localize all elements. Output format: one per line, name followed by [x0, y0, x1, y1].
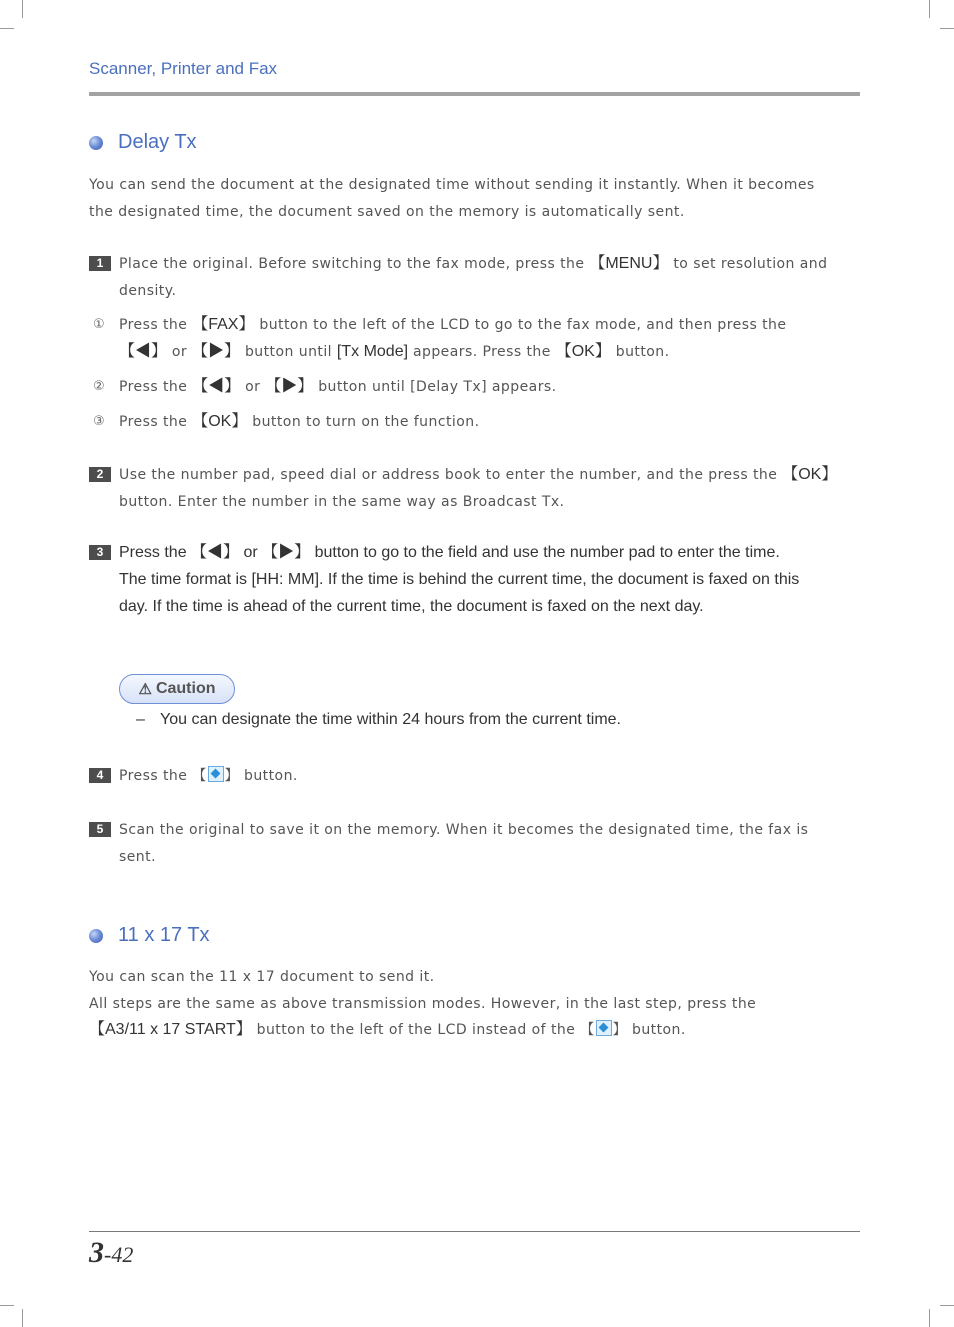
start-diamond-icon — [596, 1020, 612, 1036]
text-run: button. — [610, 343, 670, 360]
circled-number: ① — [93, 317, 105, 332]
circled-number: ② — [93, 379, 105, 394]
caution-label: Caution — [155, 680, 216, 697]
section-title-text: Delay Tx — [118, 131, 197, 153]
text-run: Press the 【 — [119, 768, 207, 784]
text-run: button until [Delay Tx] appears. — [313, 379, 557, 395]
key-ok: 【OK】 — [782, 466, 838, 483]
text-run: Press the — [119, 379, 193, 395]
chapter-number: 3 — [89, 1236, 104, 1269]
circled-number: ③ — [93, 414, 105, 429]
dash-bullet: – — [136, 711, 145, 728]
footer-rule — [89, 1231, 860, 1232]
text-run: or — [167, 343, 193, 360]
key-ok: 【OK】 — [555, 342, 611, 360]
running-header: Scanner, Printer and Fax — [89, 59, 278, 78]
text-run: You can scan the 11 x 17 document to send it. — [89, 969, 435, 985]
text-run: The time format is [HH: MM]. If the time is behind the current time, the document is faxed on this — [119, 570, 800, 588]
intro-line: the designated time, the document saved on the memory is automatically sent. — [89, 203, 685, 220]
start-diamond-icon — [208, 766, 224, 782]
text-run: density. — [119, 282, 177, 299]
text-run: Scan the original to save it on the memory. When it becomes the designated time, the fax is — [119, 822, 809, 838]
text-run: day. If the time is ahead of the current time, the document is faxed on the next day. — [119, 597, 704, 615]
step-number-badge: 2 — [89, 467, 111, 482]
step-number-badge: 1 — [89, 256, 111, 271]
text-run: Place the original. Before switching to the fax mode, press the — [119, 256, 590, 272]
caution-badge — [119, 674, 235, 704]
key-menu: 【MENU】 — [589, 255, 669, 272]
text-run: 】 button. — [224, 768, 298, 784]
substep-text — [119, 312, 859, 365]
crop-mark — [22, 1309, 23, 1327]
section-title-11x17-tx — [89, 924, 210, 947]
caution-note — [136, 711, 621, 729]
crop-mark — [940, 1305, 954, 1306]
key-left: 【◀】 — [119, 342, 168, 360]
warning-triangle-icon: ⚠ — [138, 681, 152, 698]
key-right: 【▶】 — [265, 378, 314, 395]
crop-mark — [0, 1305, 14, 1306]
key-right: 【▶】 — [192, 342, 241, 360]
caution-text: You can designate the time within 24 hours from the current time. — [160, 711, 621, 728]
intro-line: You can send the document at the designated time without sending it instantly. When it becomes — [89, 177, 815, 193]
step-number-badge: 3 — [89, 545, 111, 560]
substep-text — [119, 409, 859, 436]
text-run: button to the left of the LCD to go to the fax mode, and then press the — [254, 317, 787, 333]
step-text — [119, 251, 859, 304]
delay-intro — [89, 172, 849, 225]
key-fax: 【FAX】 — [192, 316, 255, 333]
step-text — [119, 540, 859, 620]
substep-text — [119, 374, 859, 401]
tx11x17-body — [89, 964, 859, 1044]
text-run: sent. — [119, 848, 156, 865]
text-run: 】 button. — [612, 1022, 686, 1038]
text-run: Press the — [119, 317, 193, 333]
crop-mark — [0, 28, 14, 29]
step-text — [119, 763, 859, 790]
text-run: button to the left of the LCD instead of the 【 — [251, 1022, 595, 1038]
text-run: Use the number pad, speed dial or address book to enter the number, and the press the — [119, 467, 783, 483]
text-run: button until — [240, 343, 337, 360]
step-number-badge: 5 — [89, 822, 111, 837]
crop-mark — [929, 1309, 930, 1327]
crop-mark — [940, 28, 954, 29]
section-bullet-icon — [89, 929, 103, 943]
text-run: All steps are the same as above transmission modes. However, in the last step, press the — [89, 995, 757, 1012]
text-run: button. Enter the number in the same way as Broadcast Tx. — [119, 493, 565, 510]
step-text — [119, 817, 859, 870]
text-run: or — [240, 379, 266, 395]
header-rule — [89, 92, 860, 96]
step-number-badge: 4 — [89, 768, 111, 783]
text-run: Press the — [119, 414, 193, 430]
text-run: Press the 【◀】 or 【▶】 button to go to the field and use the number pad to enter the time. — [119, 544, 780, 561]
section-title-delay-tx — [89, 131, 197, 154]
page-index: -42 — [104, 1242, 134, 1267]
crop-mark — [929, 0, 930, 18]
section-title-text: 11 x 17 Tx — [118, 924, 210, 946]
key-ok: 【OK】 — [192, 413, 248, 430]
page-number — [89, 1236, 133, 1270]
key-left: 【◀】 — [192, 378, 241, 395]
step-text — [119, 462, 859, 515]
section-bullet-icon — [89, 136, 103, 150]
key-a3-start: 【A3/11 x 17 START】 — [89, 1021, 252, 1038]
text-run: appears. Press the — [408, 343, 556, 360]
tx-mode-label: [Tx Mode] — [336, 342, 409, 360]
text-run: to set resolution and — [668, 256, 828, 272]
text-run: button to turn on the function. — [247, 414, 480, 430]
crop-mark — [22, 0, 23, 18]
